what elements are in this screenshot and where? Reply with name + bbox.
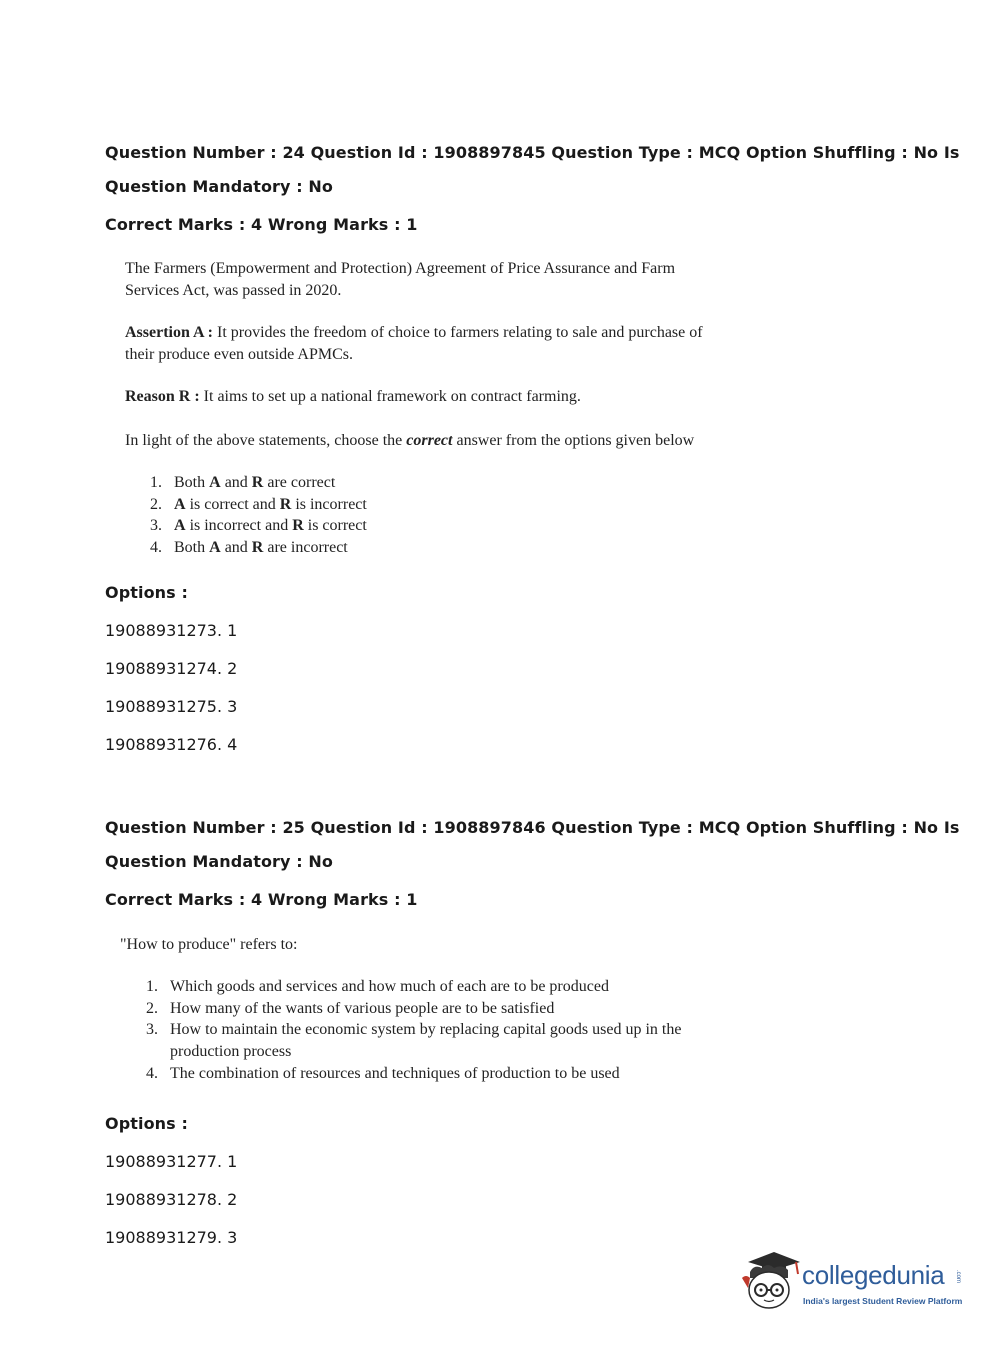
question-prompt: "How to produce" refers to: [120,936,298,953]
assertion-text-cont: their produce even outside APMCs. [125,346,353,363]
reason-text: It aims to set up a national framework on contract farming. [199,388,581,405]
marks-line: Correct Marks : 4 Wrong Marks : 1 [105,890,418,909]
choice-list [150,472,367,559]
option-item: 19088931275. 3 [105,697,238,716]
question-mandatory: Question Mandatory : No [105,177,333,196]
instruction-emphasis: correct [406,432,453,449]
choice-item: 4. Both A and R are incorrect [150,539,348,557]
question-mandatory: Question Mandatory : No [105,852,333,871]
option-item: 19088931273. 1 [105,621,238,640]
question-header: Question Number : 25 Question Id : 1908897846 Question Type : MCQ Option Shuffling : No Is [105,818,960,837]
option-item: 19088931276. 4 [105,735,238,754]
choice-item: 1. Which goods and services and how much of each are to be produced [146,978,609,995]
choice-list [146,976,681,1085]
intro-line: Services Act, was passed in 2020. [125,282,342,299]
options-label: Options : [105,583,188,602]
choice-item: 2. How many of the wants of various people are to be satisfied [146,999,555,1017]
instruction: In light of the above statements, choose the correct answer from the options given below [125,432,695,449]
choice-item: 4. The combination of resources and techniques of production to be used [146,1064,620,1082]
logo-domain-suffix: .com [955,1270,961,1284]
choice-item: 3. How to maintain the economic system by replacing capital goods used up in the production process [146,1021,682,1061]
student-mascot-icon [740,1248,804,1318]
reason-label: Reason R : [125,388,200,405]
logo-tagline: India's largest Student Review Platform [803,1296,963,1306]
question-header: Question Number : 24 Question Id : 1908897845 Question Type : MCQ Option Shuffling : No Is [105,143,960,162]
logo-wordmark: collegedunia [802,1260,945,1290]
choice-item: 1. Both A and R are correct [150,474,336,491]
choice-item: 2. A is correct and R is incorrect [150,495,367,513]
options-label: Options : [105,1114,188,1133]
option-item: 19088931277. 1 [105,1152,238,1171]
assertion-label: Assertion A : [125,324,213,341]
assertion [125,322,703,366]
question-intro [125,258,675,302]
reason [125,386,581,408]
collegedunia-logo[interactable] [740,1248,968,1318]
intro-line: The Farmers (Empowerment and Protection) Agreement of Price Assurance and Farm [125,260,676,277]
option-item: 19088931274. 2 [105,659,238,678]
marks-line: Correct Marks : 4 Wrong Marks : 1 [105,215,418,234]
choice-item: 3. A is incorrect and R is correct [150,517,367,535]
option-item: 19088931278. 2 [105,1190,238,1209]
option-item: 19088931279. 3 [105,1228,238,1247]
assertion-text: It provides the freedom of choice to farmers relating to sale and purchase of [213,324,703,341]
